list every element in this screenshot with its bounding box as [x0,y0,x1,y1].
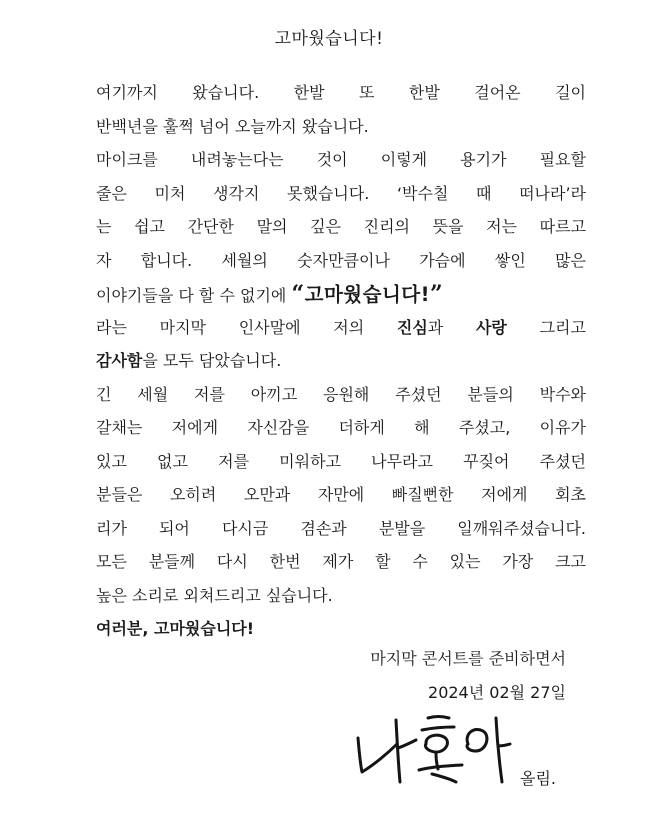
body-line-10: 긴 세월 저를 아끼고 응원해 주셨던 분들의 박수와 [96,384,586,404]
signature-suffix: 올림. [520,769,556,788]
open-quote-mark: “ [291,281,305,307]
body-line-1: 여기까지 왔습니다. 한발 또 한발 걸어온 길이 [96,83,586,102]
love-word: 사랑 [475,317,507,337]
body-line-8 [96,313,586,347]
emphasized-quote [291,283,443,306]
body-line-8-c: 그리고 [506,317,586,337]
close-quote-mark: ” [430,281,444,307]
handwritten-signature [352,710,512,784]
body-line-6: 자 합니다. 세월의 숫자만큼이나 가슴에 쌓인 많은 [96,250,586,270]
body-line-12: 있고 없고 저를 미워하고 나무라고 꾸짖어 주셨던 [96,451,586,471]
body-line-13: 분들은 오히려 오만과 자만에 빠질뻔한 저에게 회초 [96,485,586,504]
body-line-9 [96,346,586,380]
body-line-2: 반백년을 훌쩍 넘어 오늘까지 왔습니다. [96,116,369,136]
body-line-11: 갈채는 저에게 자신감을 더하게 해 주셨고, 이유가 [96,418,586,437]
gratitude-word: 감사함 [96,351,143,370]
body-line-8-a: 라는 마지막 인사말에 저의 [96,317,397,337]
body-line-9-rest: 을 모두 담았습니다. [142,351,282,370]
sincerity-word: 진심 [396,317,428,337]
body-line-16: 높은 소리로 외쳐드리고 싶습니다. [96,585,333,605]
closing-date: 2024년 02월 27일 [428,683,566,702]
letter-body [96,78,586,648]
body-line-7-prefix: 이야기들을 다 할 수 없기에 [96,286,292,305]
closing-preparing: 마지막 콘서트를 준비하면서 [370,649,566,668]
body-line-7 [96,279,586,313]
body-line-3: 마이크를 내려놓는다는 것이 이렇게 용기가 필요할 [96,150,586,169]
letter-title: 고마웠습니다! [274,29,384,49]
body-line-17: 여러분, 고마웠습니다! [96,619,255,638]
body-line-8-b: 과 [427,317,476,337]
body-line-4: 줄은 미처 생각지 못했습니다. ‘박수칠 때 떠나라’라 [96,183,586,203]
body-line-5: 는 쉽고 간단한 말의 깊은 진리의 뜻을 저는 따르고 [96,217,586,236]
body-line-15: 모든 분들께 다시 한번 제가 할 수 있는 가장 크고 [96,552,586,571]
quote-text: 고마웠습니다! [304,283,431,306]
body-line-14: 리가 되어 다시금 겸손과 분발을 일깨워주셨습니다. [96,518,586,538]
